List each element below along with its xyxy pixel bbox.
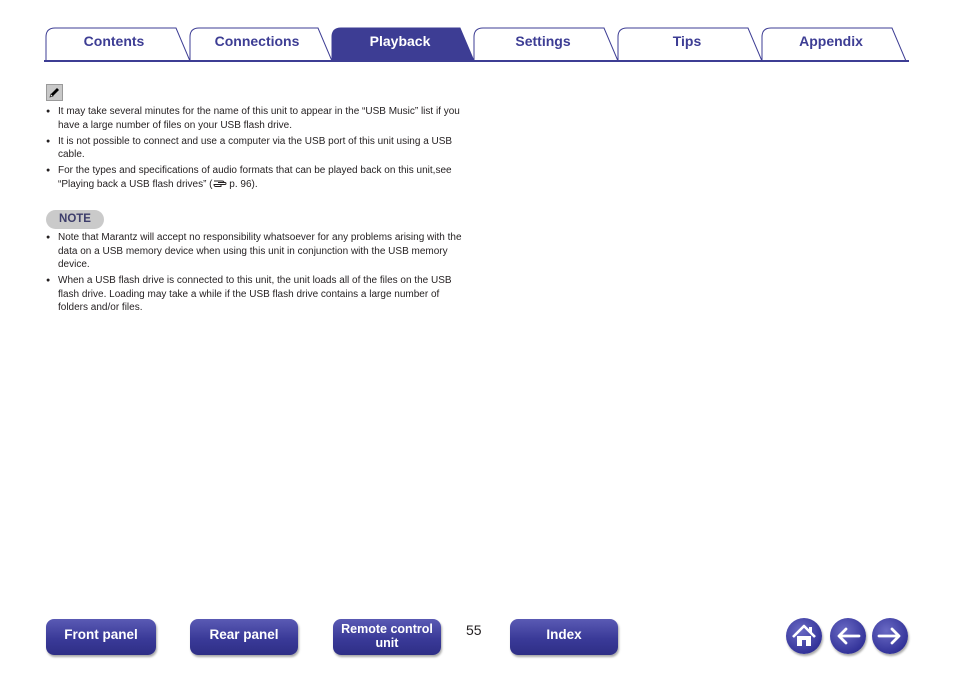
list-item — [46, 164, 466, 191]
forward-button[interactable] — [872, 618, 908, 654]
arrow-left-icon — [830, 618, 866, 654]
tab-bar-outline — [0, 0, 954, 64]
home-icon — [786, 618, 822, 654]
memo-list — [46, 105, 466, 194]
note-list — [46, 231, 466, 318]
tab-bar — [0, 0, 954, 64]
back-button[interactable] — [830, 618, 866, 654]
index-button[interactable] — [510, 619, 618, 655]
tab-appendix[interactable]: Appendix — [799, 33, 863, 49]
list-item: ● Note that Marantz will accept no responsibility whatsoever for any problems arising with the data on a USB memory device when using this unit in conjunction with the USB memory device. — [46, 231, 466, 272]
page-reference-link[interactable]: p. 96). — [229, 178, 258, 190]
page-number: 55 — [466, 622, 482, 638]
tab-settings[interactable]: Settings — [515, 33, 571, 49]
list-item: ● It is not possible to connect and use a computer via the USB port of this unit using a USB cable. — [46, 135, 466, 162]
list-item-text: For the types and specifications of audio formats that can be played back on this unit,see “Playing back a USB flash drives” ( — [58, 165, 452, 190]
pointing-hand-icon — [213, 179, 227, 188]
remote-control-label-line2: unit — [375, 635, 399, 650]
tab-connections[interactable]: Connections — [214, 33, 300, 49]
tab-contents[interactable]: Contents — [83, 33, 145, 49]
list-item: ● It may take several minutes for the name of this unit to appear in the “USB Music” list if you have a large number of files on your USB flash drive. — [46, 105, 466, 132]
index-label: Index — [546, 627, 582, 642]
rear-panel-label: Rear panel — [209, 627, 279, 642]
remote-control-unit-button[interactable] — [333, 619, 441, 655]
remote-control-label-line1: Remote control — [341, 622, 433, 636]
pencil-icon — [46, 84, 63, 101]
arrow-right-icon — [872, 618, 908, 654]
list-item: ● When a USB flash drive is connected to this unit, the unit loads all of the files on the USB flash drive. Loading may take a while if the USB flash drive contains a large number of folders and/or files. — [46, 274, 466, 315]
front-panel-label: Front panel — [64, 627, 138, 642]
home-button[interactable] — [786, 618, 822, 654]
note-badge: NOTE — [46, 210, 104, 229]
front-panel-button[interactable] — [46, 619, 156, 655]
rear-panel-button[interactable] — [190, 619, 298, 655]
tab-tips[interactable]: Tips — [672, 33, 702, 49]
tab-playback[interactable]: Playback — [369, 33, 431, 49]
